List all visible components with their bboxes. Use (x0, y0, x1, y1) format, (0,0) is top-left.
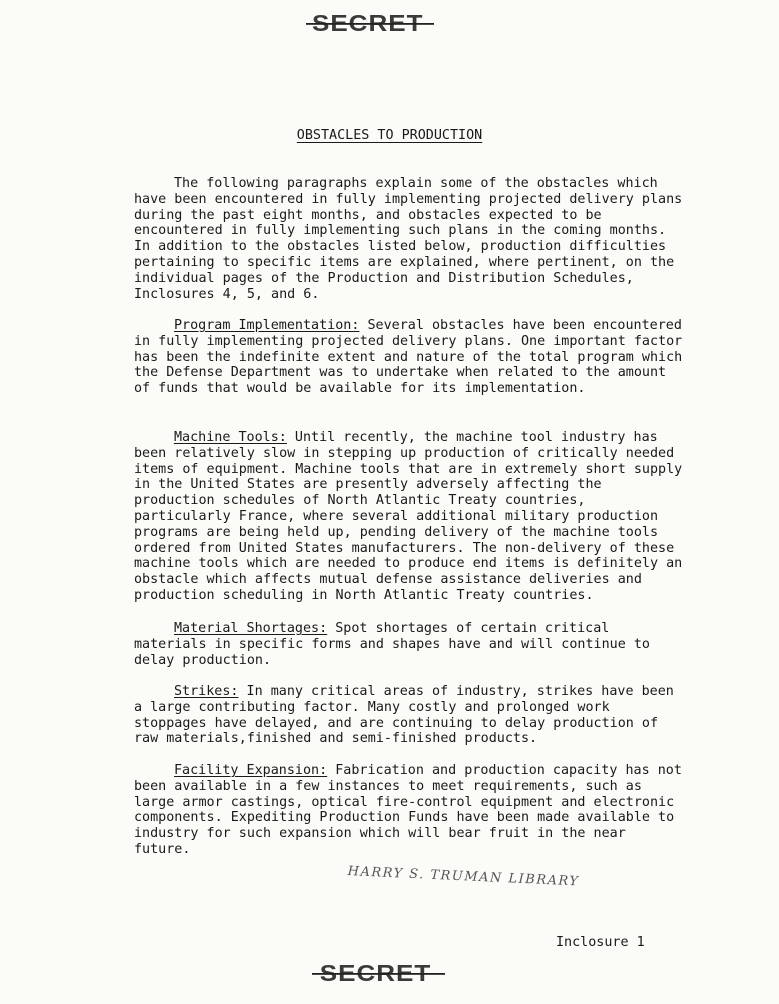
strikes-heading: Strikes: (174, 684, 239, 699)
library-stamp: HARRY S. TRUMAN LIBRARY (347, 864, 580, 890)
machine-tools-paragraph (134, 430, 684, 604)
strikes-body: In many critical areas of industry, strikes have been a large contributing factor. Many costly and prolonged work stoppages have delayed, and are continuing to delay production of raw materials,finished and semi-finished products. (134, 684, 674, 747)
program-implementation-heading: Program Implementation: (174, 318, 360, 333)
program-implementation-paragraph (134, 318, 684, 397)
machine-tools-body: Until recently, the machine tool industry has been relatively slow in stepping up production of critically needed items of equipment. Machine tools that are in extremely short supply in the United States are presently adversely affecting the production schedules of North Atlantic Treaty countries, particularly France, where several additional military production programs are being held up, pending delivery of the machine tools ordered from United States manufacturers. The non-delivery of these machine tools which are needed to produce end items is definitely an obstacle which affects mutual defense assistance deliveries and production scheduling in North Atlantic Treaty countries. (134, 430, 683, 603)
material-shortages-heading: Material Shortages: (174, 621, 328, 636)
facility-expansion-heading: Facility Expansion: (174, 763, 328, 778)
page-title: OBSTACLES TO PRODUCTION (296, 128, 483, 143)
secret-stamp-bottom: SECRET (319, 959, 432, 987)
strikes-paragraph (134, 684, 684, 747)
intro-paragraph: The following paragraphs explain some of the obstacles which have been encountered in fully implementing projected delivery plans during the past eight months, and obstacles expected to be encountered in fully implementing such plans in the coming months. In addition to the obstacles listed below, production difficulties pertaining to specific items are explained, where pertinent, on the individual pages of the Production and Distribution Schedules, Inclosures 4, 5, and 6. (134, 176, 683, 302)
machine-tools-heading: Machine Tools: (174, 430, 287, 445)
facility-expansion-paragraph (134, 763, 684, 858)
material-shortages-paragraph (134, 621, 684, 668)
secret-stamp-top: SECRET (312, 9, 424, 37)
enclosure-label: Inclosure 1 (556, 935, 645, 950)
material-shortages-body: Spot shortages of certain critical materials in specific forms and shapes have and will continue to delay production. (134, 621, 650, 668)
facility-expansion-body: Fabrication and production capacity has not been available in a few instances to meet requirements, such as large armor castings, optical fire-control equipment and electronic components. Expediting Production Funds have been made available to industry for such expansion which will bear fruit in the near future. (134, 763, 682, 857)
program-implementation-body: Several obstacles have been encountered in fully implementing projected delivery plans. One important factor has been the indefinite extent and nature of the total program which the Defense Department was to undertake when related to the amount of funds that would be available for its implementation. (134, 318, 683, 397)
